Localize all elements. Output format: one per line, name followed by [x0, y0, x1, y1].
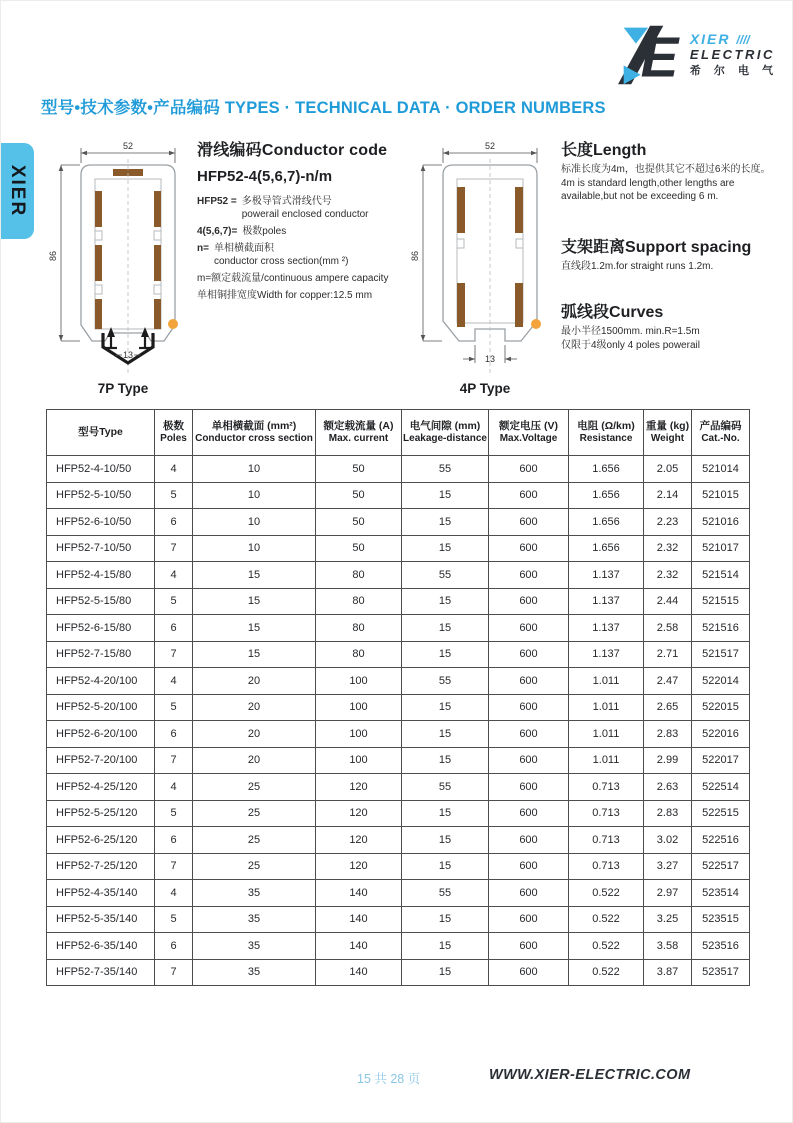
table-cell: 6	[155, 827, 193, 854]
curves-section	[561, 299, 789, 352]
cell-type: HFP52-4-10/50	[47, 456, 155, 483]
table-cell: 55	[402, 774, 489, 801]
table-cell: 2.23	[644, 509, 692, 536]
conductor-code-definitions	[197, 195, 423, 302]
table-cell: 521017	[692, 535, 750, 562]
support-title-en: Support spacing	[625, 238, 752, 256]
column-header: 电阻 (Ω/km) Resistance	[569, 410, 644, 456]
table-cell: 100	[316, 721, 402, 748]
length-section	[561, 137, 789, 204]
table-cell: 1.011	[569, 694, 644, 721]
support-title	[561, 234, 789, 257]
table-cell: 600	[489, 615, 569, 642]
table-row	[47, 827, 750, 854]
table-cell: 5	[155, 482, 193, 509]
dim-width-label: 52	[484, 141, 496, 151]
table-cell: 2.05	[644, 456, 692, 483]
table-cell: 5	[155, 694, 193, 721]
table-cell: 4	[155, 880, 193, 907]
table-cell: 15	[402, 853, 489, 880]
table-row	[47, 668, 750, 695]
table-cell: 600	[489, 880, 569, 907]
table-cell: 600	[489, 482, 569, 509]
table-cell: 523514	[692, 880, 750, 907]
definition-hfp52	[197, 195, 423, 221]
curves-title-en: Curves	[609, 304, 664, 321]
table-row	[47, 933, 750, 960]
table-cell: 2.83	[644, 721, 692, 748]
column-header: 额定电压 (V) Max.Voltage	[489, 410, 569, 456]
support-title-cn: 支架距离	[561, 238, 626, 256]
definition-m: m=额定载流量/continuous ampere capacity	[197, 273, 389, 284]
dim-height-label: 86	[410, 250, 420, 262]
website-url: WWW.XIER-ELECTRIC.COM	[489, 1067, 691, 1083]
spec-table-head-row	[47, 410, 750, 456]
table-cell: 3.27	[644, 853, 692, 880]
cell-type: HFP52-4-25/120	[47, 774, 155, 801]
table-cell: 7	[155, 747, 193, 774]
table-cell: 1.137	[569, 615, 644, 642]
table-row	[47, 747, 750, 774]
table-cell: 15	[193, 588, 316, 615]
table-row	[47, 880, 750, 907]
page-number: 15 共 28 页	[357, 1072, 421, 1086]
table-cell: 600	[489, 668, 569, 695]
cell-type: HFP52-6-15/80	[47, 615, 155, 642]
table-cell: 600	[489, 509, 569, 536]
table-cell: 5	[155, 588, 193, 615]
definition-poles	[197, 225, 423, 238]
cell-type: HFP52-7-20/100	[47, 747, 155, 774]
table-cell: 15	[402, 721, 489, 748]
table-cell: 120	[316, 827, 402, 854]
definition-body	[214, 242, 423, 268]
table-cell: 15	[402, 906, 489, 933]
table-cell: 600	[489, 456, 569, 483]
table-cell: 1.656	[569, 509, 644, 536]
table-cell: 6	[155, 615, 193, 642]
conductor-code-section	[197, 137, 423, 306]
table-cell: 2.32	[644, 562, 692, 589]
cell-type: HFP52-7-10/50	[47, 535, 155, 562]
table-cell: 521516	[692, 615, 750, 642]
support-body: 直线段1.2m.for straight runs 1.2m.	[561, 260, 714, 272]
cell-type: HFP52-5-20/100	[47, 694, 155, 721]
table-cell: 120	[316, 800, 402, 827]
table-cell: 600	[489, 747, 569, 774]
logo-slashes: ////	[736, 33, 750, 47]
length-title-en: Length	[593, 142, 647, 159]
table-cell: 521016	[692, 509, 750, 536]
column-header: 产品编码 Cat.-No.	[692, 410, 750, 456]
table-cell: 140	[316, 959, 402, 986]
table-cell: 1.137	[569, 562, 644, 589]
table-cell: 522514	[692, 774, 750, 801]
cell-type: HFP52-6-35/140	[47, 933, 155, 960]
column-header: 重量 (kg) Weight	[644, 410, 692, 456]
table-cell: 50	[316, 456, 402, 483]
svg-text:E: E	[640, 25, 679, 85]
table-cell: 2.63	[644, 774, 692, 801]
table-cell: 80	[316, 641, 402, 668]
table-row	[47, 694, 750, 721]
xier-logo-icon	[618, 25, 684, 85]
table-cell: 50	[316, 509, 402, 536]
table-cell: 25	[193, 827, 316, 854]
table-cell: 0.522	[569, 959, 644, 986]
table-row	[47, 562, 750, 589]
curves-title	[561, 299, 789, 322]
table-cell: 6	[155, 933, 193, 960]
table-cell: 140	[316, 906, 402, 933]
dim-width-label: 52	[122, 141, 134, 151]
table-cell: 15	[402, 641, 489, 668]
column-header: 额定载流量 (A) Max. current	[316, 410, 402, 456]
table-cell: 1.137	[569, 641, 644, 668]
table-cell: 3.87	[644, 959, 692, 986]
table-cell: 55	[402, 456, 489, 483]
page-title-cn: 型号•技术参数•产品编码	[41, 99, 220, 117]
table-cell: 0.713	[569, 853, 644, 880]
conductor-code-string: HFP52-4(5,6,7)-n/m	[197, 168, 333, 185]
table-cell: 25	[193, 774, 316, 801]
table-cell: 15	[193, 562, 316, 589]
table-cell: 1.137	[569, 588, 644, 615]
table-cell: 100	[316, 694, 402, 721]
table-cell: 2.32	[644, 535, 692, 562]
table-cell: 10	[193, 509, 316, 536]
table-cell: 0.522	[569, 906, 644, 933]
curves-body-line2: 仅限于4级only 4 poles powerail	[561, 339, 700, 351]
table-cell: 15	[402, 482, 489, 509]
table-cell: 2.58	[644, 615, 692, 642]
table-cell: 4	[155, 456, 193, 483]
table-row	[47, 615, 750, 642]
definition-cn: 单相横截面积	[213, 243, 274, 254]
table-cell: 15	[402, 509, 489, 536]
table-cell: 2.14	[644, 482, 692, 509]
table-cell: 55	[402, 668, 489, 695]
table-cell: 15	[402, 615, 489, 642]
table-cell: 521015	[692, 482, 750, 509]
table-cell: 4	[155, 774, 193, 801]
table-cell: 2.44	[644, 588, 692, 615]
table-cell: 1.656	[569, 456, 644, 483]
table-cell: 0.713	[569, 774, 644, 801]
table-cell: 20	[193, 721, 316, 748]
table-cell: 600	[489, 959, 569, 986]
length-title	[561, 137, 789, 160]
table-cell: 55	[402, 562, 489, 589]
logo	[618, 25, 778, 85]
table-cell: 15	[402, 800, 489, 827]
table-cell: 600	[489, 641, 569, 668]
dim-slot-label: 13	[122, 350, 134, 360]
table-row	[47, 588, 750, 615]
table-cell: 15	[402, 933, 489, 960]
table-cell: 35	[193, 880, 316, 907]
table-cell: 1.656	[569, 535, 644, 562]
table-cell: 50	[316, 482, 402, 509]
diagram-caption-4p: 4P Type	[459, 381, 511, 396]
table-row	[47, 800, 750, 827]
table-cell: 15	[193, 641, 316, 668]
dim-height-label: 86	[48, 250, 58, 262]
cell-type: HFP52-6-10/50	[47, 509, 155, 536]
spec-table	[46, 409, 750, 986]
table-cell: 523516	[692, 933, 750, 960]
table-cell: 600	[489, 853, 569, 880]
table-cell: 140	[316, 880, 402, 907]
page-title	[41, 94, 606, 118]
table-cell: 521514	[692, 562, 750, 589]
logo-brand-en: XIER ////	[689, 31, 750, 47]
table-cell: 15	[193, 615, 316, 642]
table-cell: 600	[489, 694, 569, 721]
conductor-code-heading	[197, 137, 423, 160]
table-cell: 100	[316, 747, 402, 774]
cell-type: HFP52-7-25/120	[47, 853, 155, 880]
table-row	[47, 774, 750, 801]
table-cell: 2.83	[644, 800, 692, 827]
cell-type: HFP52-4-35/140	[47, 880, 155, 907]
cell-type: HFP52-4-20/100	[47, 668, 155, 695]
cell-type: HFP52-5-35/140	[47, 906, 155, 933]
table-cell: 10	[193, 535, 316, 562]
table-cell: 2.97	[644, 880, 692, 907]
profile-diagram-7p	[47, 135, 199, 381]
table-cell: 2.47	[644, 668, 692, 695]
table-cell: 35	[193, 906, 316, 933]
table-cell: 2.71	[644, 641, 692, 668]
table-cell: 600	[489, 906, 569, 933]
table-cell: 80	[316, 562, 402, 589]
conductor-code-heading-cn: 滑线编码	[197, 142, 262, 159]
table-cell: 140	[316, 933, 402, 960]
table-row	[47, 641, 750, 668]
definition-body	[242, 195, 423, 221]
table-row	[47, 959, 750, 986]
table-cell: 10	[193, 456, 316, 483]
profile-diagram-4p	[409, 135, 561, 381]
column-header: 型号Type	[47, 410, 155, 456]
table-cell: 55	[402, 880, 489, 907]
table-cell: 522517	[692, 853, 750, 880]
table-cell: 1.011	[569, 747, 644, 774]
table-cell: 600	[489, 721, 569, 748]
table-cell: 600	[489, 562, 569, 589]
table-cell: 522516	[692, 827, 750, 854]
table-cell: 522515	[692, 800, 750, 827]
table-row	[47, 721, 750, 748]
table-cell: 7	[155, 959, 193, 986]
logo-brand-cn: 希 尔 电 气	[689, 64, 778, 77]
cell-type: HFP52-5-10/50	[47, 482, 155, 509]
table-cell: 6	[155, 509, 193, 536]
definition-en: powerail enclosed conductor	[241, 209, 369, 220]
definition-n	[197, 242, 423, 268]
table-cell: 521014	[692, 456, 750, 483]
table-cell: 15	[402, 959, 489, 986]
table-cell: 523517	[692, 959, 750, 986]
table-cell: 15	[402, 694, 489, 721]
table-cell: 25	[193, 800, 316, 827]
table-cell: 3.58	[644, 933, 692, 960]
table-cell: 521517	[692, 641, 750, 668]
table-cell: 7	[155, 641, 193, 668]
table-cell: 522017	[692, 747, 750, 774]
table-cell: 120	[316, 853, 402, 880]
column-header: 单相横截面 (mm²) Conductor cross section	[193, 410, 316, 456]
table-row	[47, 906, 750, 933]
support-spacing-section	[561, 234, 789, 274]
table-cell: 100	[316, 668, 402, 695]
table-cell: 15	[402, 535, 489, 562]
info-block	[561, 137, 789, 352]
conductor-code-heading-en: Conductor code	[261, 142, 388, 159]
table-cell: 6	[155, 721, 193, 748]
length-body-en: 4m is standard length,other lengths are available,but not be exceeding 6 m.	[561, 177, 735, 202]
copper-width-note: 单相铜排宽度Width for copper:12.5 mm	[197, 290, 373, 301]
logo-text	[690, 25, 778, 77]
table-cell: 15	[402, 747, 489, 774]
cell-type: HFP52-4-15/80	[47, 562, 155, 589]
column-header: 电气间隙 (mm) Leakage-distance	[402, 410, 489, 456]
table-cell: 0.713	[569, 800, 644, 827]
table-cell: 521515	[692, 588, 750, 615]
table-cell: 15	[402, 827, 489, 854]
table-cell: 1.656	[569, 482, 644, 509]
orange-marker-dot	[168, 319, 178, 329]
table-cell: 10	[193, 482, 316, 509]
table-cell: 7	[155, 853, 193, 880]
table-cell: 2.65	[644, 694, 692, 721]
cell-type: HFP52-5-25/120	[47, 800, 155, 827]
table-cell: 0.522	[569, 880, 644, 907]
column-header: 极数 Poles	[155, 410, 193, 456]
table-cell: 50	[316, 535, 402, 562]
table-cell: 35	[193, 933, 316, 960]
table-cell: 522016	[692, 721, 750, 748]
table-cell: 600	[489, 535, 569, 562]
cell-type: HFP52-5-15/80	[47, 588, 155, 615]
table-row	[47, 456, 750, 483]
table-cell: 0.713	[569, 827, 644, 854]
definition-cn: 多极导管式滑线代号	[241, 196, 332, 207]
definition-term: HFP52 =	[197, 196, 237, 207]
table-cell: 5	[155, 906, 193, 933]
cell-type: HFP52-7-35/140	[47, 959, 155, 986]
curves-title-cn: 弧线段	[561, 304, 610, 321]
definition-body: 极数poles	[242, 226, 287, 237]
table-cell: 1.011	[569, 721, 644, 748]
table-cell: 600	[489, 774, 569, 801]
table-cell: 5	[155, 800, 193, 827]
table-cell: 0.522	[569, 933, 644, 960]
length-body	[561, 163, 789, 204]
cell-type: HFP52-6-20/100	[47, 721, 155, 748]
curves-body-line1: 最小半径1500mm. min.R=1.5m	[561, 326, 700, 337]
diagram-caption-7p: 7P Type	[97, 381, 149, 396]
table-cell: 600	[489, 588, 569, 615]
side-tab-label: XIER	[7, 164, 29, 218]
table-cell: 4	[155, 562, 193, 589]
definition-term: 4(5,6,7)=	[197, 226, 238, 237]
length-body-cn: 标准长度为4m，也提供其它不超过6米的长度。	[561, 164, 771, 175]
curves-body	[561, 325, 789, 352]
table-cell: 600	[489, 800, 569, 827]
table-cell: 20	[193, 747, 316, 774]
logo-brand-line2: ELECTRIC	[689, 46, 775, 62]
table-row	[47, 482, 750, 509]
page-title-en: TYPES · TECHNICAL DATA · ORDER NUMBERS	[224, 99, 606, 117]
table-cell: 600	[489, 827, 569, 854]
table-cell: 600	[489, 933, 569, 960]
table-cell: 7	[155, 535, 193, 562]
cell-type: HFP52-6-25/120	[47, 827, 155, 854]
cell-type: HFP52-7-15/80	[47, 641, 155, 668]
table-cell: 3.25	[644, 906, 692, 933]
length-title-cn: 长度	[561, 142, 594, 159]
table-cell: 35	[193, 959, 316, 986]
table-cell: 120	[316, 774, 402, 801]
table-cell: 20	[193, 694, 316, 721]
table-cell: 523515	[692, 906, 750, 933]
table-cell: 20	[193, 668, 316, 695]
table-cell: 25	[193, 853, 316, 880]
table-cell: 3.02	[644, 827, 692, 854]
table-cell: 1.011	[569, 668, 644, 695]
definition-en: conductor cross section(mm ²)	[213, 256, 349, 267]
table-row	[47, 509, 750, 536]
table-cell: 2.99	[644, 747, 692, 774]
table-row	[47, 853, 750, 880]
table-cell: 4	[155, 668, 193, 695]
table-cell: 80	[316, 588, 402, 615]
side-tab-xier	[1, 143, 34, 239]
spec-table-body	[47, 456, 750, 986]
table-cell: 522014	[692, 668, 750, 695]
table-cell: 522015	[692, 694, 750, 721]
orange-marker-dot	[531, 319, 541, 329]
dim-slot-label: 13	[484, 354, 496, 364]
definition-term: n=	[197, 243, 209, 254]
table-cell: 15	[402, 588, 489, 615]
table-row	[47, 535, 750, 562]
table-cell: 80	[316, 615, 402, 642]
